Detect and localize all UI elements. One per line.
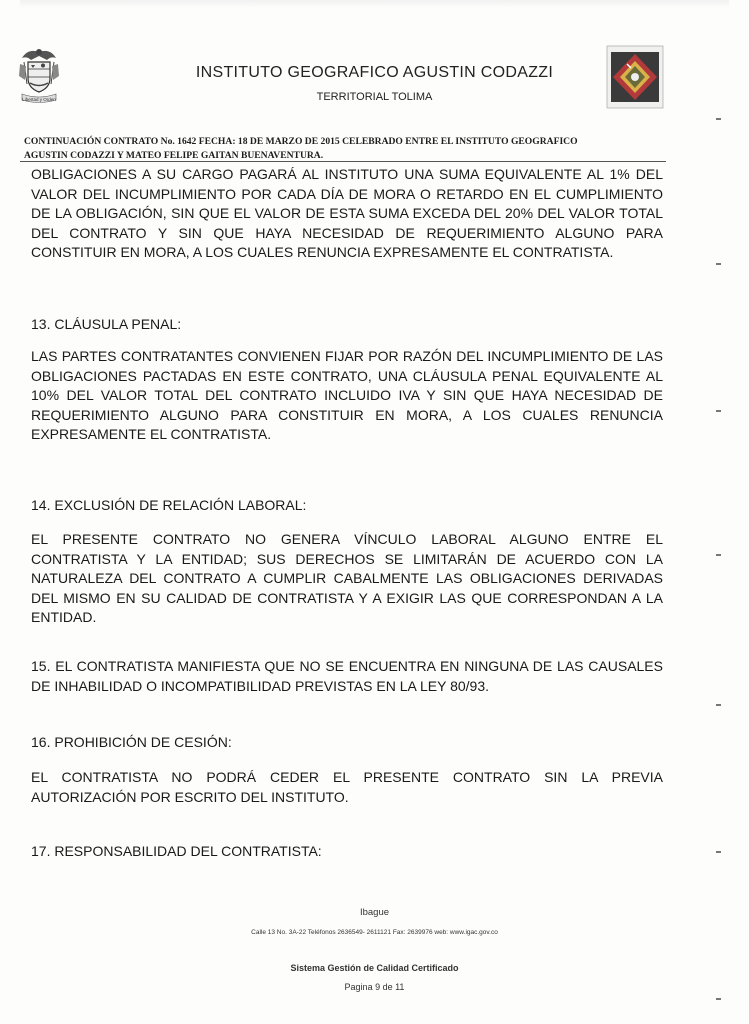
- section-15-text: 15. EL CONTRATISTA MANIFIESTA QUE NO SE ENCUENTRA EN NINGUNA DE LAS CAUSALES DE INHABILIDAD O INCOMPATIBILIDAD PREVISTAS EN LA LEY 80/93.: [31, 658, 663, 694]
- scan-artifact: [20, 0, 729, 8]
- scan-mark: [716, 704, 721, 706]
- section-14-text: EL PRESENTE CONTRATO NO GENERA VÍNCULO LABORAL ALGUNO ENTRE EL CONTRATISTA Y LA ENTIDAD; SUS DERECHOS SE LIMITARÁN DE ACUERDO CON LA NATURALEZA DEL CONTRATO A CUMPLIR CABALMENTE LAS OBLIGACIONES DERIVADAS DEL MISMO EN SU CALIDAD DE CONTRATISTA Y A EXIGIR LAS QUE CORRESPONDAN A LA ENTIDAD.: [31, 531, 663, 625]
- logo-caption: Libertad y Orden: [22, 97, 56, 102]
- institute-title: INSTITUTO GEOGRAFICO AGUSTIN CODAZZI: [195, 64, 554, 81]
- section-16-text: EL CONTRATISTA NO PODRÁ CEDER EL PRESENTE CONTRATO SIN LA PREVIA AUTORIZACIÓN POR ESCRITO DEL INSTITUTO.: [31, 769, 663, 805]
- footer-address: Calle 13 No. 3A-22 Teléfonos 2636549- 2611121 Fax: 2639976 web: www.igac.gov.co: [251, 929, 498, 936]
- scan-mark: [716, 410, 721, 412]
- continuation-line-2: AGUSTIN CODAZZI Y MATEO FELIPE GAITAN BUENAVENTURA.: [24, 150, 324, 161]
- section-17-heading: 17. RESPONSABILIDAD DEL CONTRATISTA:: [31, 843, 322, 859]
- scan-mark: [716, 851, 721, 853]
- page-number: Pagina 9 de 11: [344, 982, 405, 992]
- section-13-heading: 13. CLÁUSULA PENAL:: [31, 316, 182, 332]
- contract-continuation: [24, 135, 664, 163]
- intro-paragraph: OBLIGACIONES A SU CARGO PAGARÁ AL INSTITUTO UNA SUMA EQUIVALENTE AL 1% DEL VALOR DEL INCUMPLIMIENTO POR CADA DÍA DE MORA O RETARDO EN EL CUMPLIMIENTO DE LA OBLIGACIÓN, SIN QUE EL VALOR DE ESTA SUMA EXCEDA DEL 20% DEL VALOR TOTAL DEL CONTRATO Y SIN QUE HAYA NECESIDAD DE REQUERIMIENTO ALGUNO PARA CONSTITUIR EN MORA, A LOS CUALES RENUNCIA EXPRESAMENTE EL CONTRATISTA.: [31, 166, 663, 260]
- section-14-heading: 14. EXCLUSIÓN DE RELACIÓN LABORAL:: [31, 497, 307, 513]
- territorial-subtitle: TERRITORIAL TOLIMA: [316, 91, 433, 103]
- header-divider: [20, 161, 666, 162]
- footer-quality-system: Sistema Gestión de Calidad Certificado: [290, 963, 459, 973]
- continuation-line-1: CONTINUACIÓN CONTRATO No. 1642 FECHA: 18 DE MARZO DE 2015 CELEBRADO ENTRE EL INSTITUTO GEOGRAFICO: [24, 136, 578, 147]
- scan-mark: [716, 998, 721, 1000]
- footer-city: Ibague: [359, 907, 390, 918]
- section-13-text: LAS PARTES CONTRATANTES CONVIENEN FIJAR POR RAZÓN DEL INCUMPLIMIENTO DE LAS OBLIGACIONES PACTADAS EN ESTE CONTRATO, UNA CLÁUSULA PENAL EQUIVALENTE AL 10% DEL VALOR TOTAL DEL CONTRATO INCLUIDO IVA Y SIN QUE HAYA NECESIDAD DE REQUERIMIENTO ALGUNO PARA CONSTITUIR EN MORA, A LOS CUALES RENUNCIA EXPRESAMENTE EL CONTRATISTA.: [31, 348, 663, 442]
- scan-mark: [716, 118, 721, 120]
- scan-mark: [716, 554, 721, 556]
- scan-mark: [716, 263, 721, 265]
- section-16-heading: 16. PROHIBICIÓN DE CESIÓN:: [31, 734, 232, 750]
